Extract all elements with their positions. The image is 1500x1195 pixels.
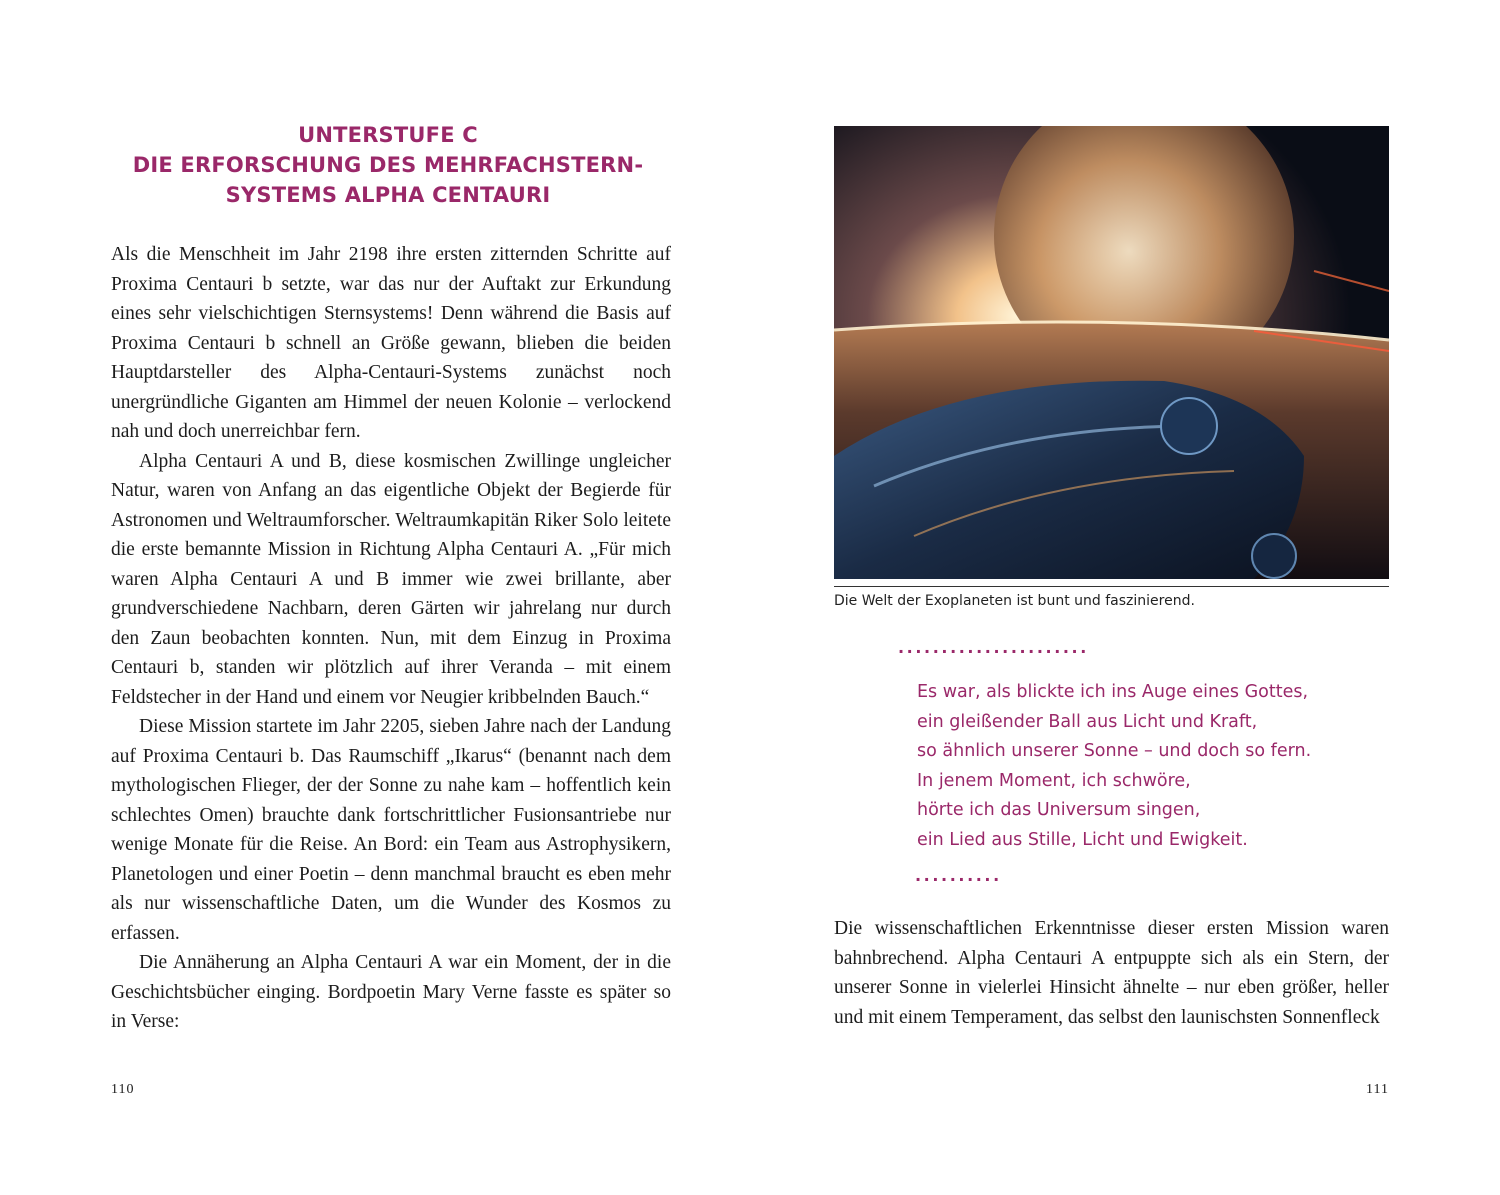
paragraph: Alpha Centauri A und B, diese kosmischen Zwillinge ungleicher Natur, waren von Anfang an das eigentliche Objekt der Begierde für Astronomen und Weltraumforscher. Weltraumkapitän Riker Solo leitete die erste bemannte Mission in Richtung Alpha Centauri A. „Für mich waren Alpha Centauri A und B immer wie zwei brillante, aber grundverschiedene Nachbarn, deren Gärten wir jahrelang nur durch den Zaun beobachten konnten. Nun, mit dem Einzug in Proxima Centauri b, standen wir plötzlich auf ihrer Veranda – mit einem Feldstecher in der Hand und einem vor Neugier kribbelnden Bauch.“ bbox=[111, 450, 671, 708]
right-page bbox=[750, 0, 1500, 1195]
image-illustration bbox=[834, 126, 1389, 579]
poem-line: hörte ich das Universum singen, bbox=[917, 800, 1201, 820]
poem-line: Es war, als blickte ich ins Auge eines Gottes, bbox=[917, 682, 1309, 702]
poem-quote bbox=[917, 678, 1337, 855]
page-number-left: 110 bbox=[111, 1082, 135, 1097]
heading-line: DIE ERFORSCHUNG DES MEHRFACHSTERN- bbox=[132, 153, 644, 177]
heading-line: UNTERSTUFE C bbox=[298, 123, 478, 147]
paragraph: Die Annäherung an Alpha Centauri A war ein Moment, der in die Geschichtsbücher einging. Bordpoetin Mary Verne fasste es später so in Verse: bbox=[111, 952, 671, 1032]
dotted-separator-top: ...................... bbox=[898, 638, 1089, 657]
chapter-heading bbox=[108, 120, 668, 210]
exoplanet-spaceship-image bbox=[834, 126, 1389, 579]
caption-divider bbox=[834, 586, 1389, 587]
paragraph: Als die Menschheit im Jahr 2198 ihre ersten zitternden Schritte auf Proxima Centauri b setzte, war das nur der Auftakt zur Erkundung eines sehr vielschichtigen Sternsystems! Denn während die Basis auf Proxima Centauri b schnell an Größe gewann, blieben die beiden Hauptdarsteller des Alpha-Centauri-Systems zunächst noch unergründliche Giganten am Himmel der neuen Kolonie – verlockend nah und doch unerreichbar fern. bbox=[111, 244, 671, 442]
heading-line: SYSTEMS ALPHA CENTAURI bbox=[225, 183, 551, 207]
poem-line: ein Lied aus Stille, Licht und Ewigkeit. bbox=[917, 829, 1248, 850]
image-caption: Die Welt der Exoplaneten ist bunt und faszinierend. bbox=[834, 593, 1195, 609]
poem-line: so ähnlich unserer Sonne – und doch so fern. bbox=[917, 741, 1312, 761]
poem-line: ein gleißender Ball aus Licht und Kraft, bbox=[917, 711, 1258, 732]
page-number-right: 111 bbox=[1366, 1082, 1389, 1097]
ship-dome bbox=[1161, 398, 1217, 454]
poem-line: In jenem Moment, ich schwöre, bbox=[917, 770, 1191, 791]
right-body-text: Die wissenschaftlichen Erkenntnisse dieser ersten Mission waren bahnbrechend. Alpha Centauri A entpuppte sich als ein Stern, der unserer Sonne in vielerlei Hinsicht ähnelte – nur eben größer, heller und mit einem Temperament, das selbst den launischsten Sonnenfleck bbox=[834, 918, 1389, 1028]
ship-engine bbox=[1252, 534, 1296, 578]
left-body-text bbox=[111, 240, 671, 1037]
paragraph: Diese Mission startete im Jahr 2205, sieben Jahre nach der Landung auf Proxima Centauri b. Das Raumschiff „Ikarus“ (benannt nach dem mythologischen Flieger, der der Sonne zu nahe kam – hoffentlich kein schlechtes Omen) brauchte dank fortschrittlicher Fusionsantriebe nur wenige Monate für die Reise. An Bord: ein Team aus Astrophysikern, Planetologen und einer Poetin – denn manchmal braucht es eben mehr als nur wissenschaftliche Daten, um die Wunder des Kosmos zu erfassen. bbox=[111, 716, 671, 944]
dotted-separator-bottom: .......... bbox=[915, 866, 1002, 885]
